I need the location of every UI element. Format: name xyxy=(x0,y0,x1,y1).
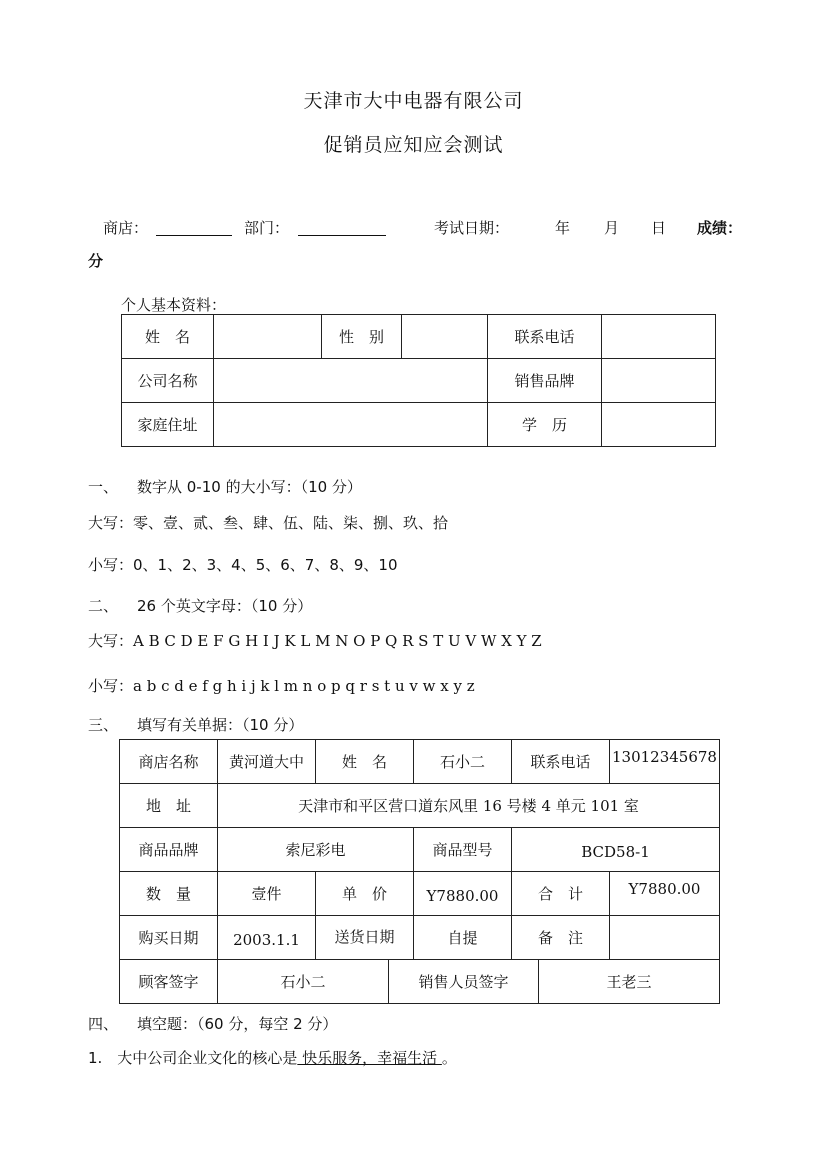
store-name-label: 商店名称 xyxy=(120,740,218,784)
signature-table xyxy=(119,959,720,1004)
section1-num: 一、 xyxy=(88,478,119,496)
question-1 xyxy=(88,1047,457,1068)
unit-price-value[interactable]: Y7880.00 xyxy=(414,872,512,916)
customer-name-label: 姓 名 xyxy=(316,740,414,784)
question-1-suffix: 。 xyxy=(441,1049,457,1067)
gender-label: 性 别 xyxy=(322,315,402,359)
year-label: 年 xyxy=(555,219,571,237)
customer-sign-value[interactable]: 石小二 xyxy=(218,960,389,1004)
total-value[interactable]: Y7880.00 xyxy=(610,872,720,916)
question-1-prefix: 1. 大中公司企业文化的核心是 xyxy=(88,1049,298,1067)
store-label: 商店： xyxy=(103,219,149,237)
section4-title: 填空题：（60 分，每空 2 分） xyxy=(137,1015,338,1033)
receipt-table xyxy=(119,739,720,960)
question-1-answer[interactable]: 快乐服务，幸福生活 xyxy=(297,1049,442,1067)
dept-label: 部门： xyxy=(244,219,290,237)
total-label: 合 计 xyxy=(512,872,610,916)
score-label: 成绩： xyxy=(697,219,743,237)
section3-num: 三、 xyxy=(88,716,119,734)
sales-sign-label: 销售人员签字 xyxy=(389,960,539,1004)
section2-title: 26 个英文字母：（10 分） xyxy=(137,597,313,615)
section1-upper: 大写：零、壹、贰、叁、肆、伍、陆、柒、捌、玖、拾 xyxy=(88,514,449,532)
test-title: 促销员应知应会测试 xyxy=(323,134,504,156)
date-label: 考试日期： xyxy=(434,219,510,237)
education-field[interactable] xyxy=(602,403,716,447)
section2-num: 二、 xyxy=(88,597,119,615)
section3-title: 填写有关单据：（10 分） xyxy=(137,716,304,734)
address-label: 地 址 xyxy=(120,784,218,828)
sales-sign-value[interactable]: 王老三 xyxy=(539,960,720,1004)
section2-upper: 大写：A B C D E F G H I J K L M N O P Q R S T U V W X Y Z xyxy=(88,632,542,650)
section1-lower: 小写：0、1、2、3、4、5、6、7、8、9、10 xyxy=(88,556,398,574)
name-label: 姓 名 xyxy=(122,315,214,359)
dept-blank[interactable] xyxy=(298,219,386,236)
gender-field[interactable] xyxy=(402,315,488,359)
store-name-value[interactable]: 黄河道大中 xyxy=(218,740,316,784)
company-label: 公司名称 xyxy=(122,359,214,403)
company-title: 天津市大中电器有限公司 xyxy=(303,90,524,112)
score-unit: 分 xyxy=(88,252,104,270)
personal-info-table xyxy=(121,314,716,447)
phone-label: 联系电话 xyxy=(512,740,610,784)
address-label: 家庭住址 xyxy=(122,403,214,447)
purchase-date-value[interactable]: 2003.1.1 xyxy=(218,916,316,960)
product-brand-value[interactable]: 索尼彩电 xyxy=(218,828,414,872)
purchase-date-label: 购买日期 xyxy=(120,916,218,960)
education-label: 学 历 xyxy=(488,403,602,447)
phone-label: 联系电话 xyxy=(488,315,602,359)
customer-sign-label: 顾客签字 xyxy=(120,960,218,1004)
address-value[interactable]: 天津市和平区营口道东风里 16 号楼 4 单元 101 室 xyxy=(218,784,720,828)
phone-value[interactable]: 13012345678 xyxy=(610,740,720,784)
delivery-date-value[interactable]: 自提 xyxy=(414,916,512,960)
note-value[interactable] xyxy=(610,916,720,960)
product-model-label: 商品型号 xyxy=(414,828,512,872)
delivery-date-label: 送货日期 xyxy=(316,916,414,960)
section2-lower: 小写：a b c d e f g h i j k l m n o p q r s t u v w x y z xyxy=(88,677,475,695)
day-label: 日 xyxy=(651,219,667,237)
quantity-value[interactable]: 壹件 xyxy=(218,872,316,916)
unit-price-label: 单 价 xyxy=(316,872,414,916)
month-label: 月 xyxy=(604,219,620,237)
phone-field[interactable] xyxy=(602,315,716,359)
customer-name-value[interactable]: 石小二 xyxy=(414,740,512,784)
note-label: 备 注 xyxy=(512,916,610,960)
brand-label: 销售品牌 xyxy=(488,359,602,403)
company-field[interactable] xyxy=(214,359,488,403)
brand-field[interactable] xyxy=(602,359,716,403)
address-field[interactable] xyxy=(214,403,488,447)
product-brand-label: 商品品牌 xyxy=(120,828,218,872)
name-field[interactable] xyxy=(214,315,322,359)
quantity-label: 数 量 xyxy=(120,872,218,916)
product-model-value[interactable]: BCD58-1 xyxy=(512,828,720,872)
section1-title: 数字从 0-10 的大小写：（10 分） xyxy=(137,478,362,496)
store-blank[interactable] xyxy=(156,219,232,236)
personal-heading: 个人基本资料： xyxy=(121,296,227,314)
section4-num: 四、 xyxy=(88,1015,119,1033)
